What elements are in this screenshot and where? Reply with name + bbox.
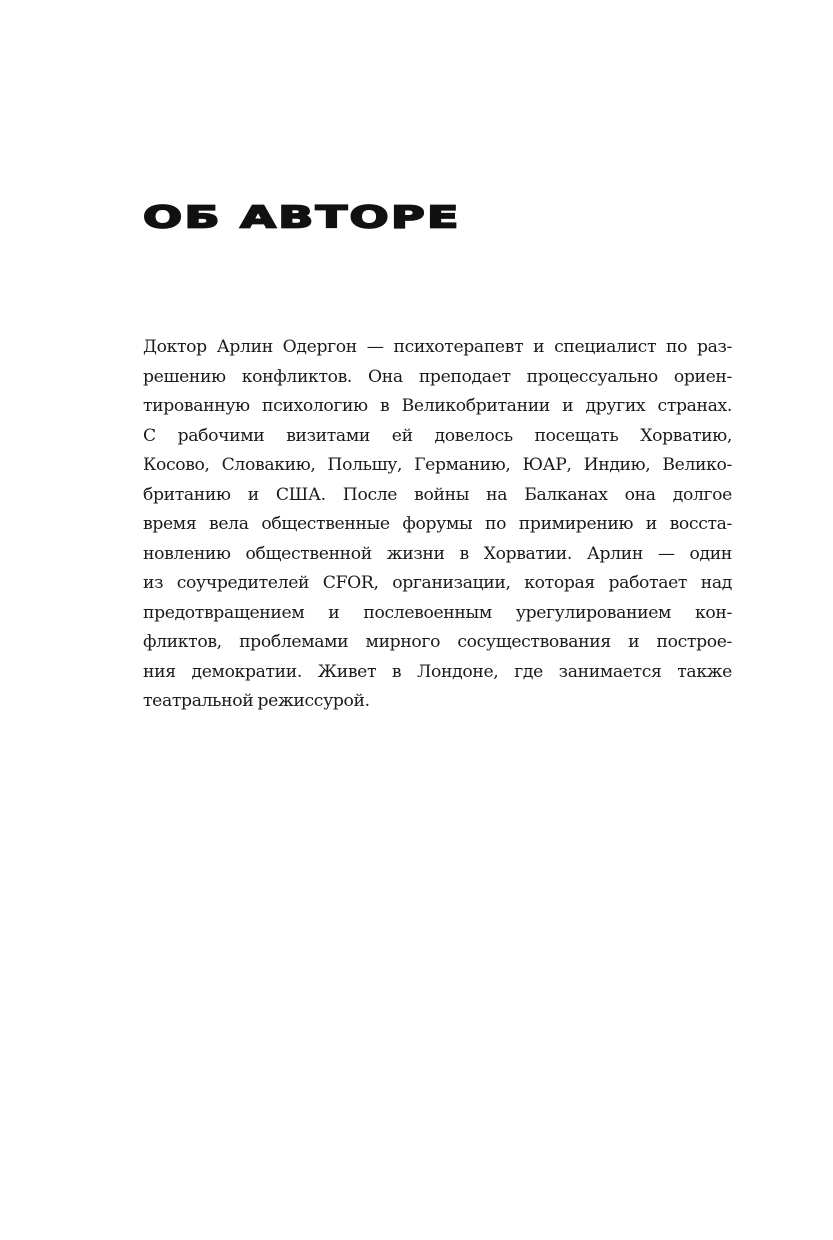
bio-line: фликтов, проблемами мирного сосуществования и построе- xyxy=(143,632,732,652)
author-bio xyxy=(143,333,732,717)
bio-line: время вела общественные форумы по примирению и восста- xyxy=(143,514,732,534)
bio-line: С рабочими визитами ей довелось посещать Хорватию, xyxy=(143,425,732,446)
bio-line: Косово, Словакию, Польшу, Германию, ЮАР, Индию, Велико- xyxy=(143,455,732,475)
bio-line: британию и США. После войны на Балканах она долгое xyxy=(143,484,732,505)
bio-line: театральной режиссурой. xyxy=(143,691,370,711)
bio-line: тированную психологию в Великобритании и других странах. xyxy=(143,396,732,416)
bio-line: из соучредителей CFOR, организации, которая работает над xyxy=(143,573,732,593)
bio-line: Доктор Арлин Одергон — психотерапевт и специалист по раз- xyxy=(143,337,732,357)
page-heading: ОБ АВТОРЕ xyxy=(143,200,461,236)
bio-line: предотвращением и послевоенным урегулированием кон- xyxy=(143,602,732,623)
bio-line: решению конфликтов. Она преподает процессуально ориен- xyxy=(143,366,732,387)
bio-line: новлению общественной жизни в Хорватии. Арлин — один xyxy=(143,543,732,564)
bio-line: ния демократии. Живет в Лондоне, где занимается также xyxy=(143,661,732,682)
